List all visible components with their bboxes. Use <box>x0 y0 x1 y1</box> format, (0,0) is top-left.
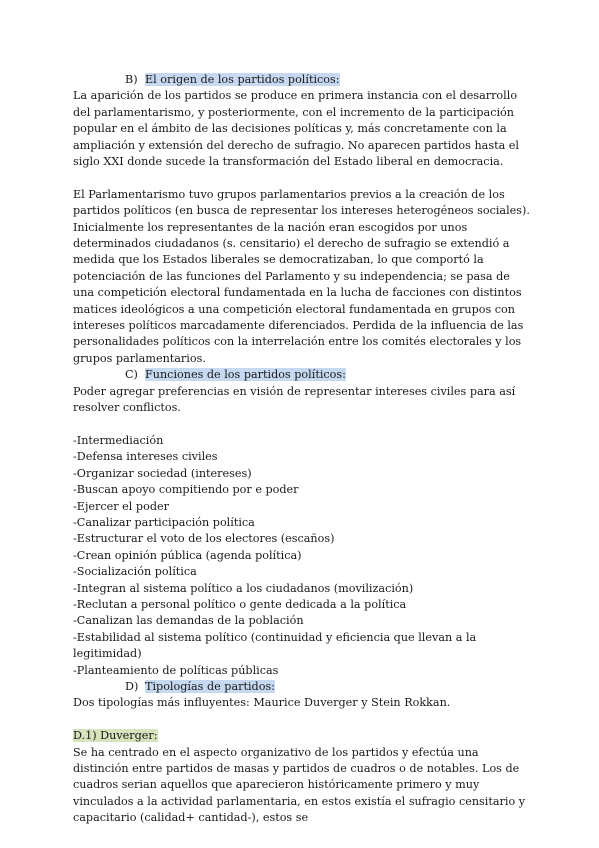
section-d-heading <box>73 679 533 695</box>
list-item: -Defensa intereses civiles <box>73 450 218 464</box>
section-c-letter: C) <box>125 368 138 382</box>
section-d1-heading <box>73 728 533 744</box>
list-item: -Integran al sistema político a los ciudadanos (movilización) <box>73 581 414 595</box>
section-b-paragraph-1: La aparición de los partidos se produce en primera instancia con el desarrollo del parlamentarismo, y posteriormente, con el incremento de la participación popular en el ámbito de las decisiones políticas y, más concretamente con la ampliación y extensión del derecho de sufragio. No aparecen partidos hasta el siglo XXI donde sucede la transformación del Estado liberal en democracia. <box>73 89 519 169</box>
section-b-heading <box>73 72 533 88</box>
list-item: -Canalizar participación política <box>73 515 255 529</box>
section-d-intro: Dos tipologías más influyentes: Maurice Duverger y Stein Rokkan. <box>73 696 451 710</box>
section-c-heading <box>73 367 533 383</box>
section-d-title: Tipologías de partidos: <box>145 680 275 693</box>
list-item: -Crean opinión pública (agenda política) <box>73 548 302 562</box>
list-item: -Planteamiento de políticas públicas <box>73 663 279 677</box>
section-c-intro: Poder agregar preferencias en visión de representar intereses civiles para así resolver conflictos. <box>73 384 516 415</box>
list-item: -Organizar sociedad (intereses) <box>73 466 252 480</box>
document-body <box>73 72 533 827</box>
functions-list <box>73 433 533 679</box>
section-d1-title: D.1) Duverger: <box>73 729 158 743</box>
list-item: -Ejercer el poder <box>73 499 169 513</box>
list-item: -Estabilidad al sistema político (continuidad y eficiencia que llevan a la legitimidad) <box>73 630 477 661</box>
list-item: -Canalizan las demandas de la población <box>73 614 304 628</box>
section-b-paragraph-2: El Parlamentarismo tuvo grupos parlamentarios previos a la creación de los partidos políticos (en busca de representar los intereses heterogéneos sociales). Inicialmente los representantes de la nación eran escogidos por unos determinados ciudadanos (s. censitario) el derecho de sufragio se extendió a medida que los Estados liberales se democratizaban, lo que comportó la potenciación de las funciones del Parlamento y su independencia; se pasa de una competición electoral fundamentada en la lucha de facciones con distintos matices ideológicos a una competición electoral fundamentada en grupos con intereses políticos marcadamente diferenciados. Perdida de la influencia de las personalidades políticos con la interrelación entre los comités electorales y los grupos parlamentarios. <box>73 187 530 365</box>
list-item: -Reclutan a personal político o gente dedicada a la política <box>73 597 407 611</box>
list-item: -Socialización política <box>73 565 197 579</box>
section-b-letter: B) <box>125 73 138 86</box>
list-item: -Buscan apoyo compitiendo por e poder <box>73 483 299 497</box>
list-item: -Estructurar el voto de los electores (escaños) <box>73 532 335 546</box>
section-b-title: El origen de los partidos políticos: <box>145 73 340 86</box>
section-c-title: Funciones de los partidos políticos: <box>145 368 346 382</box>
list-item: -Intermediación <box>73 433 164 447</box>
section-d-letter: D) <box>125 680 139 693</box>
section-d1-paragraph: Se ha centrado en el aspecto organizativo de los partidos y efectúa una distinción entre partidos de masas y partidos de cuadros o de notables. Los de cuadros serian aquellos que aparecieron históricamente primero y muy vinculados a la actividad parlamentaria, en estos existía el sufragio censitario y capacitario (calidad+ cantidad-), estos se <box>73 745 526 825</box>
